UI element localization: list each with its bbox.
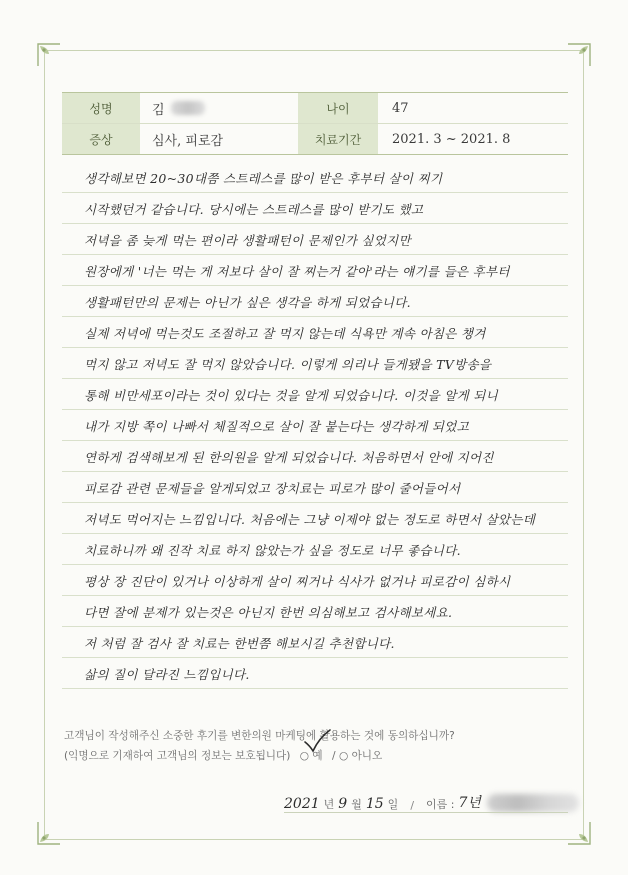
handwritten-line: 시작했던거 같습니다. 당시에는 스트레스를 많이 받기도 했고 — [84, 202, 424, 217]
ruled-line — [62, 162, 568, 193]
handwritten-line: 연하게 검색해보게 된 한의원을 알게 되었습니다. 처음하면서 안에 지어진 — [84, 450, 494, 465]
period-value: 2021. 3 ~ 2021. 8 — [392, 131, 511, 147]
handwritten-line: 먹지 않고 저녁도 잘 먹지 않았습니다. 이렇게 의리나 들게됐을 TV방송을 — [84, 357, 492, 372]
footer-underline — [284, 812, 568, 813]
handwritten-line: 삶의 질이 달라진 느낌입니다. — [84, 667, 250, 682]
ruled-line — [62, 596, 568, 627]
name-redaction — [171, 101, 205, 115]
ruled-line — [62, 348, 568, 379]
ruled-line — [62, 317, 568, 348]
handwritten-line: 저녁도 먹어지는 느낌입니다. 처음에는 그냥 이제야 없는 정도로 하면서 살았는데 — [84, 512, 536, 527]
ruled-line — [62, 534, 568, 565]
ruled-line — [62, 410, 568, 441]
corner-ornament-icon — [36, 820, 62, 846]
check-mark-icon — [302, 728, 332, 754]
name-label: 성명 — [62, 93, 140, 123]
date-year: 2021 — [284, 796, 320, 812]
handwritten-line: 평상 장 진단이 있거나 이상하게 살이 찌거나 식사가 없거나 피로감이 심하시 — [84, 574, 511, 589]
name-value-text: 김 — [152, 102, 165, 118]
review-body — [62, 162, 568, 689]
handwritten-line: 저 처럼 잘 검사 잘 치료는 한번쯤 해보시길 추천합니다. — [84, 636, 395, 651]
handwritten-line: 통해 비만세포이라는 것이 있다는 것을 알게 되었습니다. 이것을 알게 되니 — [84, 388, 498, 403]
ruled-line — [62, 565, 568, 596]
consent-question: 고객님이 작성해주신 소중한 후기를 변한의원 마케팅에 활용하는 것에 동의하십니까? — [64, 730, 455, 742]
handwritten-line: 치료하니까 왜 진작 치료 하지 않았는가 싶을 정도로 너무 좋습니다. — [84, 543, 461, 558]
handwritten-line: 생각해보면 20~30대쯤 스트레스를 많이 받은 후부터 살이 찌기 — [84, 171, 443, 186]
signature-footer — [284, 792, 579, 812]
age-value: 47 — [392, 100, 409, 116]
date-month: 9 — [338, 796, 348, 812]
consent-section — [64, 726, 455, 766]
day-unit: 일 — [387, 798, 399, 811]
ruled-line — [62, 441, 568, 472]
corner-ornament-icon — [36, 42, 62, 68]
name-value — [140, 93, 298, 123]
symptom-value: 심사, 피로감 — [152, 133, 224, 149]
consent-no-option[interactable]: / ○ 아니오 — [332, 750, 383, 762]
age-label: 나이 — [298, 93, 378, 123]
month-unit: 월 — [351, 798, 362, 811]
ruled-line — [62, 658, 568, 689]
ruled-line — [62, 472, 568, 503]
corner-ornament-icon — [566, 820, 592, 846]
ruled-line — [62, 224, 568, 255]
patient-info-table — [62, 92, 568, 155]
ruled-line — [62, 503, 568, 534]
name-label-footer: 이름 : — [426, 798, 455, 811]
consent-note: (익명으로 기재하여 고객님의 정보는 보호됩니다) — [64, 750, 291, 762]
handwritten-line: 원장에게 '너는 먹는 게 저보다 살이 잘 찌는거 같아'라는 얘기를 들은 후부터 — [84, 264, 510, 279]
handwritten-line: 저녁을 좀 늦게 먹는 편이라 생활패턴이 문제인가 싶었지만 — [84, 233, 411, 248]
handwritten-line: 다면 잘에 분제가 있는것은 아닌지 한번 의심해보고 검사해보세요. — [84, 605, 453, 620]
footer-separator: / — [410, 799, 415, 812]
handwritten-line: 피로감 관련 문제들을 알게되었고 장치료는 피로가 많이 줄어들어서 — [84, 481, 461, 496]
period-label: 치료기간 — [298, 124, 378, 154]
handwritten-line: 실제 저녁에 먹는것도 조절하고 잘 먹지 않는데 식욕만 계속 아침은 챙겨 — [84, 326, 486, 341]
ruled-line — [62, 379, 568, 410]
ruled-line — [62, 627, 568, 658]
handwritten-line: 내가 지방 쪽이 나빠서 체질적으로 살이 잘 붙는다는 생각하게 되었고 — [84, 419, 469, 434]
consent-yes-option[interactable]: ○ 예 — [299, 750, 323, 762]
info-row-name-age — [62, 93, 568, 124]
ruled-line — [62, 286, 568, 317]
ruled-line — [62, 193, 568, 224]
ruled-line — [62, 255, 568, 286]
corner-ornament-icon — [566, 42, 592, 68]
signature-name: 7년 — [458, 795, 481, 811]
symptom-label: 증상 — [62, 124, 140, 154]
consent-note-row — [64, 746, 455, 766]
handwritten-line: 생활패턴만의 문제는 아닌가 싶은 생각을 하게 되었습니다. — [84, 295, 411, 310]
signature-redaction — [487, 794, 579, 812]
info-row-symptom-period — [62, 124, 568, 154]
date-day: 15 — [365, 796, 384, 812]
year-unit: 년 — [323, 798, 335, 811]
